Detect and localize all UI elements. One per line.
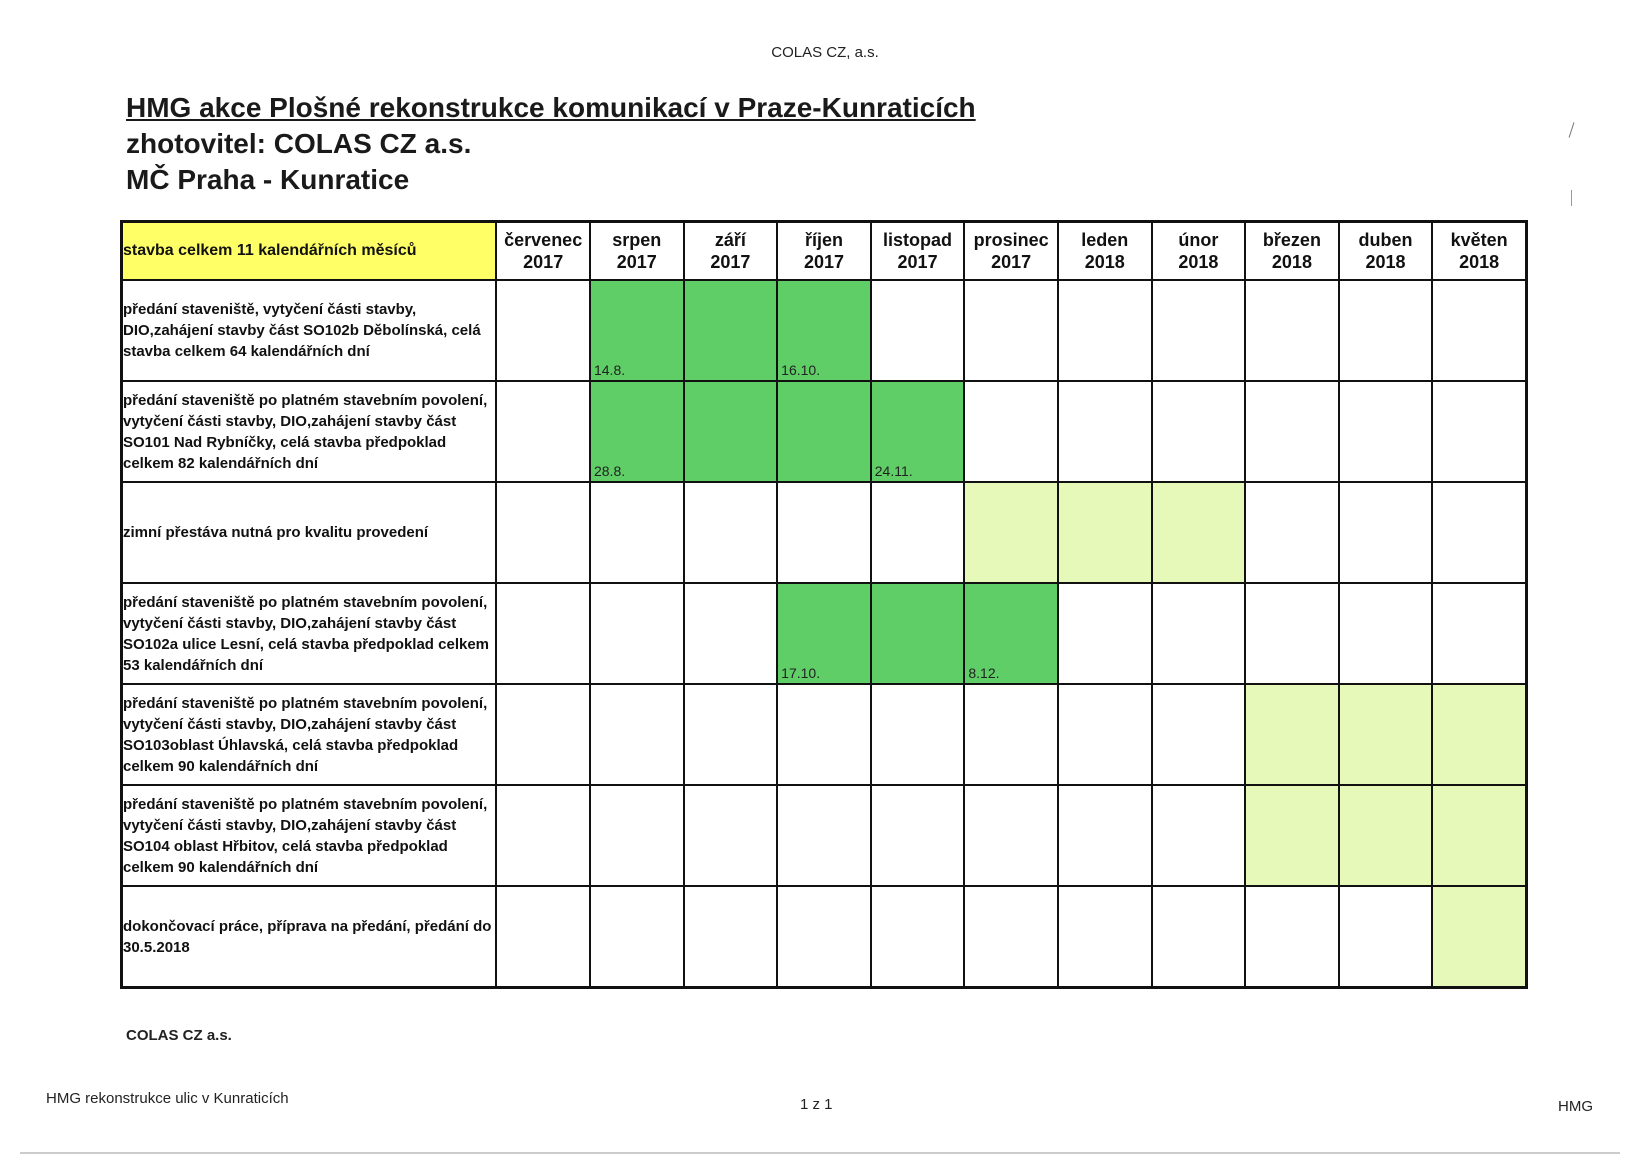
- empty-cell: [496, 684, 590, 785]
- empty-cell: [590, 482, 684, 583]
- task-row: [122, 280, 1527, 381]
- month-name: červenec: [504, 230, 583, 250]
- task-description: předání staveniště po platném stavebním povolení, vytyčení části stavby, DIO,zahájení stavby část SO102a ulice Lesní, celá stavba předpoklad celkem 53 kalendářních dní: [122, 583, 497, 684]
- scan-mark: [1571, 190, 1572, 206]
- empty-cell: [871, 280, 965, 381]
- month-header: [777, 222, 871, 281]
- empty-cell: [964, 684, 1058, 785]
- empty-cell: [590, 785, 684, 886]
- month-year: 2018: [1365, 252, 1406, 272]
- month-header: [1058, 222, 1152, 281]
- month-name: duben: [1358, 230, 1413, 250]
- gantt-bar-cell: [777, 583, 871, 684]
- empty-cell: [1245, 886, 1339, 988]
- month-year: 2017: [991, 252, 1032, 272]
- empty-cell: [1058, 381, 1152, 482]
- empty-cell: [1245, 482, 1339, 583]
- gantt-bar-cell: [684, 280, 778, 381]
- empty-cell: [496, 482, 590, 583]
- empty-cell: [496, 785, 590, 886]
- gantt-bar-cell: [964, 583, 1058, 684]
- footer-company: COLAS CZ a.s.: [126, 1027, 232, 1044]
- month-header: [684, 222, 778, 281]
- month-name: březen: [1262, 230, 1321, 250]
- empty-cell: [1058, 583, 1152, 684]
- schedule-header-row: [122, 222, 1527, 281]
- empty-cell: [1339, 482, 1433, 583]
- schedule-header-label: stavba celkem 11 kalendářních měsíců: [122, 222, 497, 281]
- gantt-bar-cell: [1245, 684, 1339, 785]
- empty-cell: [1152, 886, 1246, 988]
- gantt-bar-cell: [684, 381, 778, 482]
- month-name: srpen: [612, 230, 662, 250]
- date-label: 14.8.: [593, 362, 626, 378]
- task-description: předání staveniště po platném stavebním povolení, vytyčení části stavby, DIO,zahájení stavby část SO103oblast Úhlavská, celá stavba předpoklad celkem 90 kalendářních dní: [122, 684, 497, 785]
- gantt-bar-cell: [1245, 785, 1339, 886]
- month-year: 2018: [1178, 252, 1219, 272]
- empty-cell: [496, 280, 590, 381]
- task-description: předání staveniště, vytyčení části stavby, DIO,zahájení stavby část SO102b Děbolínská, celá stavba celkem 64 kalendářních dní: [122, 280, 497, 381]
- empty-cell: [871, 482, 965, 583]
- empty-cell: [964, 886, 1058, 988]
- month-name: leden: [1081, 230, 1129, 250]
- empty-cell: [964, 280, 1058, 381]
- empty-cell: [964, 785, 1058, 886]
- gantt-bar-cell: [1339, 785, 1433, 886]
- empty-cell: [1058, 785, 1152, 886]
- page-number: 1 z 1: [800, 1096, 833, 1113]
- gantt-bar-cell: [1058, 482, 1152, 583]
- month-year: 2017: [523, 252, 564, 272]
- empty-cell: [590, 684, 684, 785]
- empty-cell: [777, 886, 871, 988]
- month-name: prosinec: [973, 230, 1049, 250]
- empty-cell: [1432, 482, 1526, 583]
- empty-cell: [684, 785, 778, 886]
- document-title: HMG akce Plošné rekonstrukce komunikací v Praze-Kunraticích: [126, 92, 976, 123]
- empty-cell: [684, 684, 778, 785]
- empty-cell: [496, 583, 590, 684]
- month-year: 2017: [710, 252, 751, 272]
- footer-code: HMG: [1558, 1098, 1593, 1115]
- date-label: 16.10.: [781, 362, 821, 378]
- gantt-bar-cell: [964, 482, 1058, 583]
- month-name: říjen: [804, 230, 843, 250]
- task-row: [122, 886, 1527, 988]
- district-line: MČ Praha - Kunratice: [126, 164, 410, 195]
- month-year: 2018: [1271, 252, 1312, 272]
- empty-cell: [1339, 280, 1433, 381]
- date-label: 28.8.: [593, 463, 626, 479]
- task-description: předání staveniště po platném stavebním povolení, vytyčení části stavby, DIO,zahájení stavby část SO104 oblast Hřbitov, celá stavba předpoklad celkem 90 kalendářních dní: [122, 785, 497, 886]
- empty-cell: [777, 684, 871, 785]
- empty-cell: [1245, 381, 1339, 482]
- gantt-bar-cell: [777, 381, 871, 482]
- month-header: [1245, 222, 1339, 281]
- month-header: [1152, 222, 1246, 281]
- task-description: předání staveniště po platném stavebním povolení, vytyčení části stavby, DIO,zahájení stavby část SO101 Nad Rybníčky, celá stavba předpoklad celkem 82 kalendářních dní: [122, 381, 497, 482]
- month-header: [871, 222, 965, 281]
- empty-cell: [684, 482, 778, 583]
- empty-cell: [496, 381, 590, 482]
- date-label: 24.11.: [874, 463, 913, 479]
- empty-cell: [684, 886, 778, 988]
- task-row: [122, 684, 1527, 785]
- schedule-body: [122, 280, 1527, 988]
- empty-cell: [1152, 381, 1246, 482]
- empty-cell: [1339, 381, 1433, 482]
- month-header: [496, 222, 590, 281]
- month-name: září: [714, 230, 746, 250]
- empty-cell: [1152, 583, 1246, 684]
- month-year: 2017: [616, 252, 657, 272]
- empty-cell: [871, 785, 965, 886]
- month-header: [1339, 222, 1433, 281]
- schedule-table: [120, 220, 1528, 989]
- task-row: [122, 785, 1527, 886]
- month-header: [590, 222, 684, 281]
- empty-cell: [1245, 280, 1339, 381]
- gantt-bar-cell: [1339, 684, 1433, 785]
- month-header: [1432, 222, 1526, 281]
- empty-cell: [1432, 280, 1526, 381]
- empty-cell: [496, 886, 590, 988]
- month-year: 2017: [897, 252, 938, 272]
- empty-cell: [871, 886, 965, 988]
- empty-cell: [1152, 785, 1246, 886]
- month-header: [964, 222, 1058, 281]
- task-description: zimní přestáva nutná pro kvalitu provedení: [122, 482, 497, 583]
- empty-cell: [1432, 583, 1526, 684]
- gantt-bar-cell: [871, 381, 965, 482]
- month-name: listopad: [883, 230, 953, 250]
- gantt-bar-cell: [1432, 886, 1526, 988]
- empty-cell: [871, 684, 965, 785]
- month-name: květen: [1450, 230, 1508, 250]
- title-block: [126, 90, 976, 198]
- empty-cell: [777, 785, 871, 886]
- task-row: [122, 583, 1527, 684]
- gantt-bar-cell: [590, 280, 684, 381]
- empty-cell: [1058, 684, 1152, 785]
- scan-mark: [1569, 122, 1575, 138]
- empty-cell: [590, 583, 684, 684]
- empty-cell: [1058, 886, 1152, 988]
- month-year: 2017: [803, 252, 844, 272]
- task-row: [122, 381, 1527, 482]
- empty-cell: [1152, 684, 1246, 785]
- empty-cell: [777, 482, 871, 583]
- scan-edge-line: [20, 1152, 1620, 1154]
- gantt-bar-cell: [1432, 785, 1526, 886]
- empty-cell: [964, 381, 1058, 482]
- empty-cell: [1339, 886, 1433, 988]
- month-year: 2018: [1459, 252, 1500, 272]
- month-year: 2018: [1084, 252, 1125, 272]
- date-label: 17.10.: [781, 665, 821, 681]
- empty-cell: [1058, 280, 1152, 381]
- empty-cell: [1339, 583, 1433, 684]
- empty-cell: [1245, 583, 1339, 684]
- gantt-bar-cell: [590, 381, 684, 482]
- gantt-bar-cell: [777, 280, 871, 381]
- month-name: únor: [1178, 230, 1219, 250]
- empty-cell: [1152, 280, 1246, 381]
- date-label: 8.12.: [968, 665, 1000, 681]
- empty-cell: [684, 583, 778, 684]
- task-description: dokončovací práce, příprava na předání, předání do 30.5.2018: [122, 886, 497, 988]
- task-row: [122, 482, 1527, 583]
- empty-cell: [590, 886, 684, 988]
- contractor-line: zhotovitel: COLAS CZ a.s.: [126, 128, 472, 159]
- empty-cell: [1432, 381, 1526, 482]
- footer-document-name: HMG rekonstrukce ulic v Kunraticích: [46, 1090, 289, 1107]
- gantt-bar-cell: [1432, 684, 1526, 785]
- header-company: COLAS CZ, a.s.: [771, 44, 879, 61]
- gantt-bar-cell: [871, 583, 965, 684]
- gantt-bar-cell: [1152, 482, 1246, 583]
